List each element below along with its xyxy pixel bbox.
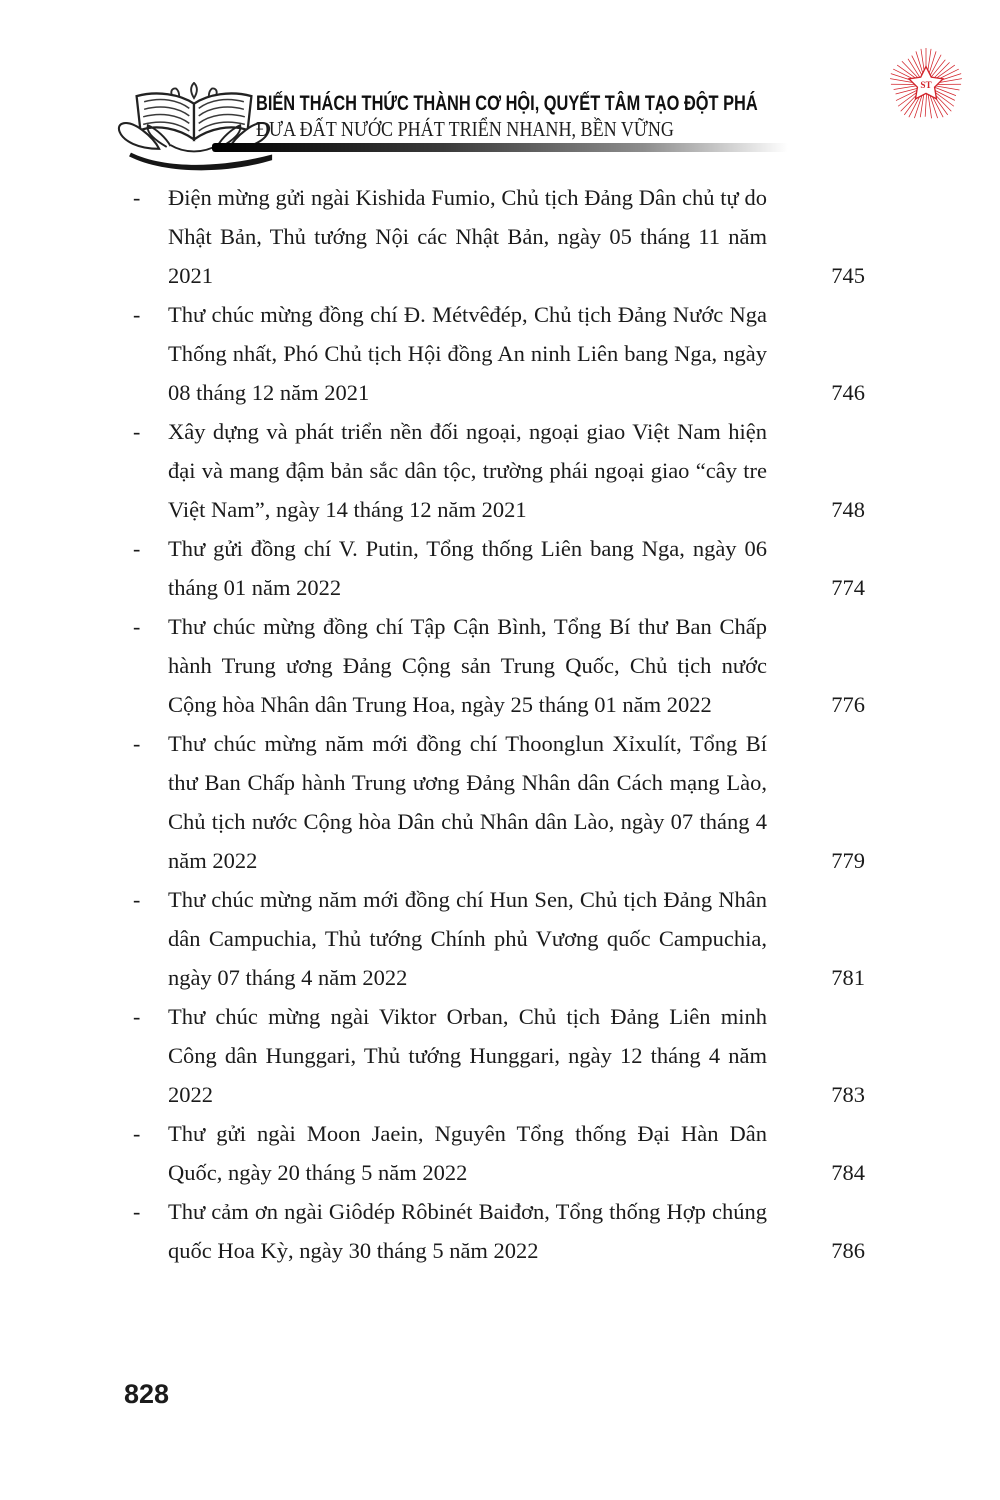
- entry-page-number: 786: [831, 1238, 865, 1263]
- entry-title: Xây dựng và phát triển nền đối ngoại, ngoại giao Việt Nam hiện đại và mang đậm bản sắc dân tộc, trường phái ngoại giao “cây tre Việt Nam”, ngày 14 tháng 12 năm 2021: [168, 419, 767, 522]
- entry-title: Thư gửi đồng chí V. Putin, Tổng thống Liên bang Nga, ngày 06 tháng 01 năm 2022: [168, 536, 767, 600]
- entry-bullet: -: [133, 302, 141, 327]
- toc-entry: [133, 880, 865, 997]
- entry-page-number: 781: [831, 965, 865, 990]
- entry-bullet: -: [133, 887, 141, 912]
- toc-entry: [133, 178, 865, 295]
- entry-title: Thư chúc mừng ngài Viktor Orban, Chủ tịch Đảng Liên minh Công dân Hunggari, Thủ tướng Hunggari, ngày 12 tháng 4 năm 2022: [168, 1004, 767, 1107]
- entry-bullet: -: [133, 614, 141, 639]
- publisher-star-icon: [884, 42, 968, 128]
- svg-text:ST: ST: [920, 79, 932, 90]
- entry-title: Thư chúc mừng năm mới đồng chí Thoonglun Xỉxulít, Tổng Bí thư Ban Chấp hành Trung ương Đảng Nhân dân Cách mạng Lào, Chủ tịch nước Cộng hòa Dân chủ Nhân dân Lào, ngày 07 tháng 4 năm 2022: [168, 731, 767, 873]
- toc-entry: [133, 997, 865, 1114]
- entry-page-number: 779: [831, 848, 865, 873]
- entry-bullet: -: [133, 419, 141, 444]
- entry-page-number: 784: [831, 1160, 865, 1185]
- toc-entry: [133, 1192, 865, 1270]
- entry-page-number: 776: [831, 692, 865, 717]
- toc-entry: [133, 295, 865, 412]
- toc-entry: [133, 529, 865, 607]
- toc-entry: [133, 724, 865, 880]
- entry-title: Thư chúc mừng đồng chí Đ. Métvêđép, Chủ tịch Đảng Nước Nga Thống nhất, Phó Chủ tịch Hội đồng An ninh Liên bang Nga, ngày 08 tháng 12 năm 2021: [168, 302, 767, 405]
- header-title: BIẾN THÁCH THỨC THÀNH CƠ HỘI, QUYẾT TÂM TẠO ĐỘT PHÁ: [256, 92, 758, 115]
- entry-bullet: -: [133, 536, 141, 561]
- entry-title: Điện mừng gửi ngài Kishida Fumio, Chủ tịch Đảng Dân chủ tự do Nhật Bản, Thủ tướng Nội các Nhật Bản, ngày 05 tháng 11 năm 2021: [168, 185, 767, 288]
- entry-bullet: -: [133, 1004, 141, 1029]
- toc-list: [133, 178, 865, 1270]
- folio-page-number: 828: [124, 1379, 170, 1409]
- entry-page-number: 746: [831, 380, 865, 405]
- toc-entry: [133, 607, 865, 724]
- toc-entry: [133, 1114, 865, 1192]
- entry-title: Thư cảm ơn ngài Giôdép Rôbinét Baiđơn, Tổng thống Hợp chúng quốc Hoa Kỳ, ngày 30 tháng 5 năm 2022: [168, 1199, 767, 1263]
- header-rule: [212, 143, 788, 152]
- entry-page-number: 783: [831, 1082, 865, 1107]
- entry-title: Thư gửi ngài Moon Jaein, Nguyên Tổng thống Đại Hàn Dân Quốc, ngày 20 tháng 5 năm 2022: [168, 1121, 767, 1185]
- entry-title: Thư chúc mừng năm mới đồng chí Hun Sen, Chủ tịch Đảng Nhân dân Campuchia, Thủ tướng Chính phủ Vương quốc Campuchia, ngày 07 tháng 4 năm 2022: [168, 887, 767, 990]
- entry-page-number: 745: [831, 263, 865, 288]
- header-subtitle: ĐƯA ĐẤT NƯỚC PHÁT TRIỂN NHANH, BỀN VỮNG: [256, 117, 674, 141]
- entry-page-number: 748: [831, 497, 865, 522]
- entry-page-number: 774: [831, 575, 865, 600]
- entry-bullet: -: [133, 185, 141, 210]
- entry-bullet: -: [133, 731, 141, 756]
- lotus-book-logo: [114, 82, 274, 178]
- entry-bullet: -: [133, 1121, 141, 1146]
- entry-title: Thư chúc mừng đồng chí Tập Cận Bình, Tổng Bí thư Ban Chấp hành Trung ương Đảng Cộng sản Trung Quốc, Chủ tịch nước Cộng hòa Nhân dân Trung Hoa, ngày 25 tháng 01 năm 2022: [168, 614, 767, 717]
- entry-bullet: -: [133, 1199, 141, 1224]
- toc-entry: [133, 412, 865, 529]
